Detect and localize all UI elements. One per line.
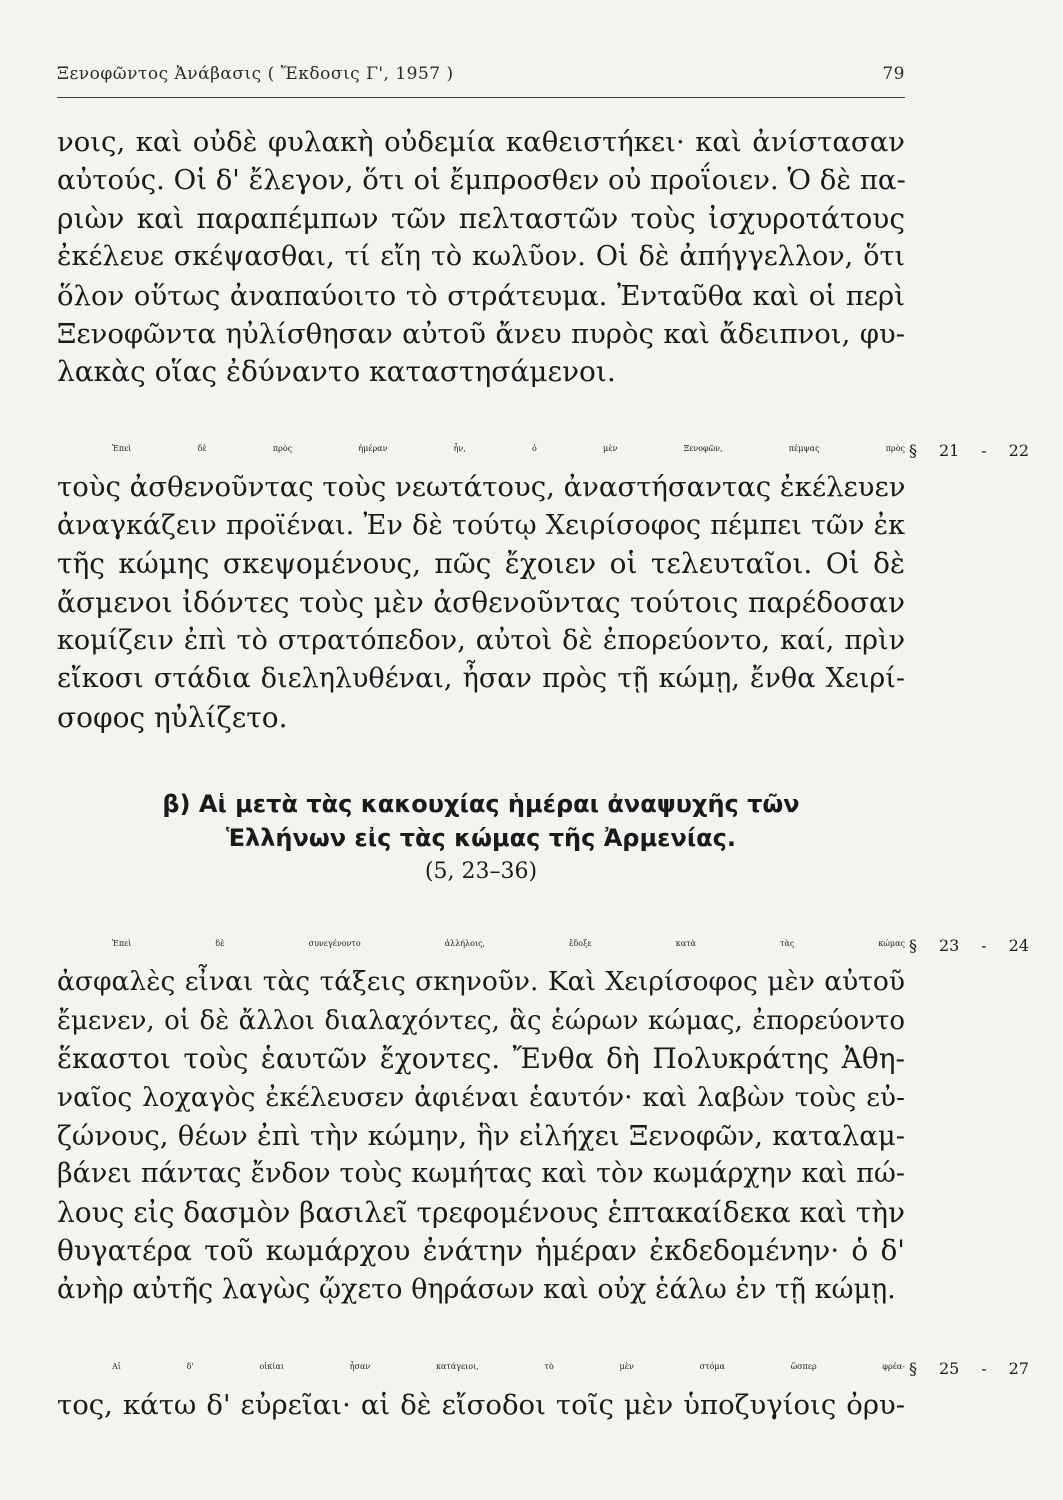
paragraph-3 [57,925,1029,1309]
text-line-content: Ἐπεὶ δὲ συνεγένοντο ἀλλήλοις, ἔδοξε κατὰ τὰς κώμας [112,939,905,948]
text-line: νοις, καὶ οὐδὲ φυλακὴ οὐδεμία καθειστήκει· καὶ ἀνίστασαν [57,126,905,158]
text-line: σοφος ηὐλίζετο. [57,700,288,734]
text-line [57,925,1029,963]
text-line: κομίζειν ἐπὶ τὸ στρατόπεδον, αὐτοὶ δὲ ἐπορεύοντο, καί, πρὶν [57,624,905,656]
text-line: ἀσφαλὲς εἶναι τὰς τάξεις σκηνοῦν. Καὶ Χειρίσοφος μὲν αὐτοῦ [57,966,905,998]
text-line: ἕκαστοι τοὺς ἑαυτῶν ἔχοντες. Ἔνθα δὴ Πολυκράτης Ἀθη- [57,1042,905,1076]
text-line: ἄσμενοι ἰδόντες τοὺς μὲν ἀσθενοῦντας τούτοις παρέδοσαν [57,585,905,619]
text-line: τος, κάτω δ' εὐρεῖαι· αἱ δὲ εἴσοδοι τοῖς μὲν ὑποζυγίοις ὀρυ- [57,1389,905,1422]
running-title: Ξενοφῶντος Ἀνάβασις ( Ἔκδοσις Γ', 1957 ) [57,64,454,84]
text-line-content: Αἱ δ' οἰκίαι ἦσαν κατάγειοι, τὸ μὲν στόμα ὥσπερ φρέα- [112,1362,905,1371]
header-rule [57,97,905,98]
text-line: ὅλον οὕτως ἀναπαύοιτο τὸ στράτευμα. Ἐνταῦθα καὶ οἱ περὶ [57,279,905,312]
section-ref-25-27: § 25 - 27 [909,1359,1029,1378]
text-line: ἀναγκάζειν προϊέναι. Ἐν δὲ τούτῳ Χειρίσοφος πέμπει τῶν ἐκ [57,509,905,541]
section-heading [57,787,905,889]
text-line: λους εἰς δασμὸν βασιλεῖ τρεφομένους ἑπτακαίδεκα καὶ τὴν [57,1195,906,1229]
text-line: τῆς κώμης σκεψομένους, πῶς ἔχοιεν οἱ τελευταῖοι. Οἱ δὲ [57,547,905,581]
paragraph-4 [57,1348,1029,1425]
text-line: βάνει πάντας ἔνδον τοὺς κωμήτας καὶ τὸν κωμάρχην καὶ πώ- [57,1158,905,1190]
text-line: θυγατέρα τοῦ κωμάρχου ἐνάτην ἡμέραν ἐκδεδομένην· ὁ δ' [57,1234,905,1268]
text-line: αὐτούς. Οἱ δ' ἔλεγον, ὅτι οἱ ἔμπροσθεν οὐ προΐοιεν. Ὁ δὲ πα- [57,164,906,197]
text-line: ἀνὴρ αὐτῆς λαγὼς ᾤχετο θηράσων καὶ οὐχ ἑάλω ἐν τῇ κώμῃ. [57,1273,896,1305]
section-ref-23-24: § 23 - 24 [909,936,1029,955]
text-line: Ξενοφῶντα ηὐλίσθησαν αὐτοῦ ἄνευ πυρὸς καὶ ἄδειπνοι, φυ- [57,317,905,350]
text-line: εἴκοσι στάδια διεληλυθέναι, ἦσαν πρὸς τῇ κώμῃ, ἔνθα Χειρί- [57,663,905,695]
page-number: 79 [882,64,905,84]
text-line [57,1348,1029,1386]
heading-line-2: Ἑλλήνων εἰς τὰς κώμας τῆς Ἀρμενίας. [225,824,737,852]
paragraph-1 [57,123,905,392]
text-line: ἐκέλευε σκέψασθαι, τί εἴη τὸ κωλῦον. Οἱ δὲ ἀπήγγελλον, ὅτι [57,241,905,273]
text-line: λακὰς οἵας ἐδύναντο καταστησάμενοι. [57,355,616,389]
heading-reference: (5, 23–36) [424,859,538,884]
text-line: ριὼν καὶ παραπέμπων τῶν πελταστῶν τοὺς ἰσχυροτάτους [57,201,905,235]
text-line: τοὺς ἀσθενοῦντας τοὺς νεωτάτους, ἀναστήσαντας ἐκέλευεν [57,471,906,504]
paragraph-2 [57,430,1029,737]
running-head [57,64,905,84]
heading-line-1: β) Αἱ μετὰ τὰς κακουχίας ἡμέραι ἀναψυχῆς τῶν [162,790,800,818]
section-ref-21-22: § 21 - 22 [909,441,1029,460]
text-line: ζώνους, θέων ἐπὶ τὴν κώμην, ἣν εἰλήχει Ξενοφῶν, καταλαμ- [57,1119,905,1152]
text-line [57,430,1029,468]
text-line: ἔμενεν, οἱ δὲ ἄλλοι διαλαχόντες, ἃς ἑώρων κώμας, ἐπορεύοντο [57,1005,905,1036]
text-line-content: Ἐπεὶ δὲ πρὸς ἡμέραν ἦν, ὁ μὲν Ξενοφῶν, πέμψας πρὸς [112,444,905,453]
text-line: ναῖος λοχαγὸς ἐκέλευσεν ἀφιέναι ἑαυτόν· καὶ λαβὼν τοὺς εὐ- [57,1081,905,1113]
